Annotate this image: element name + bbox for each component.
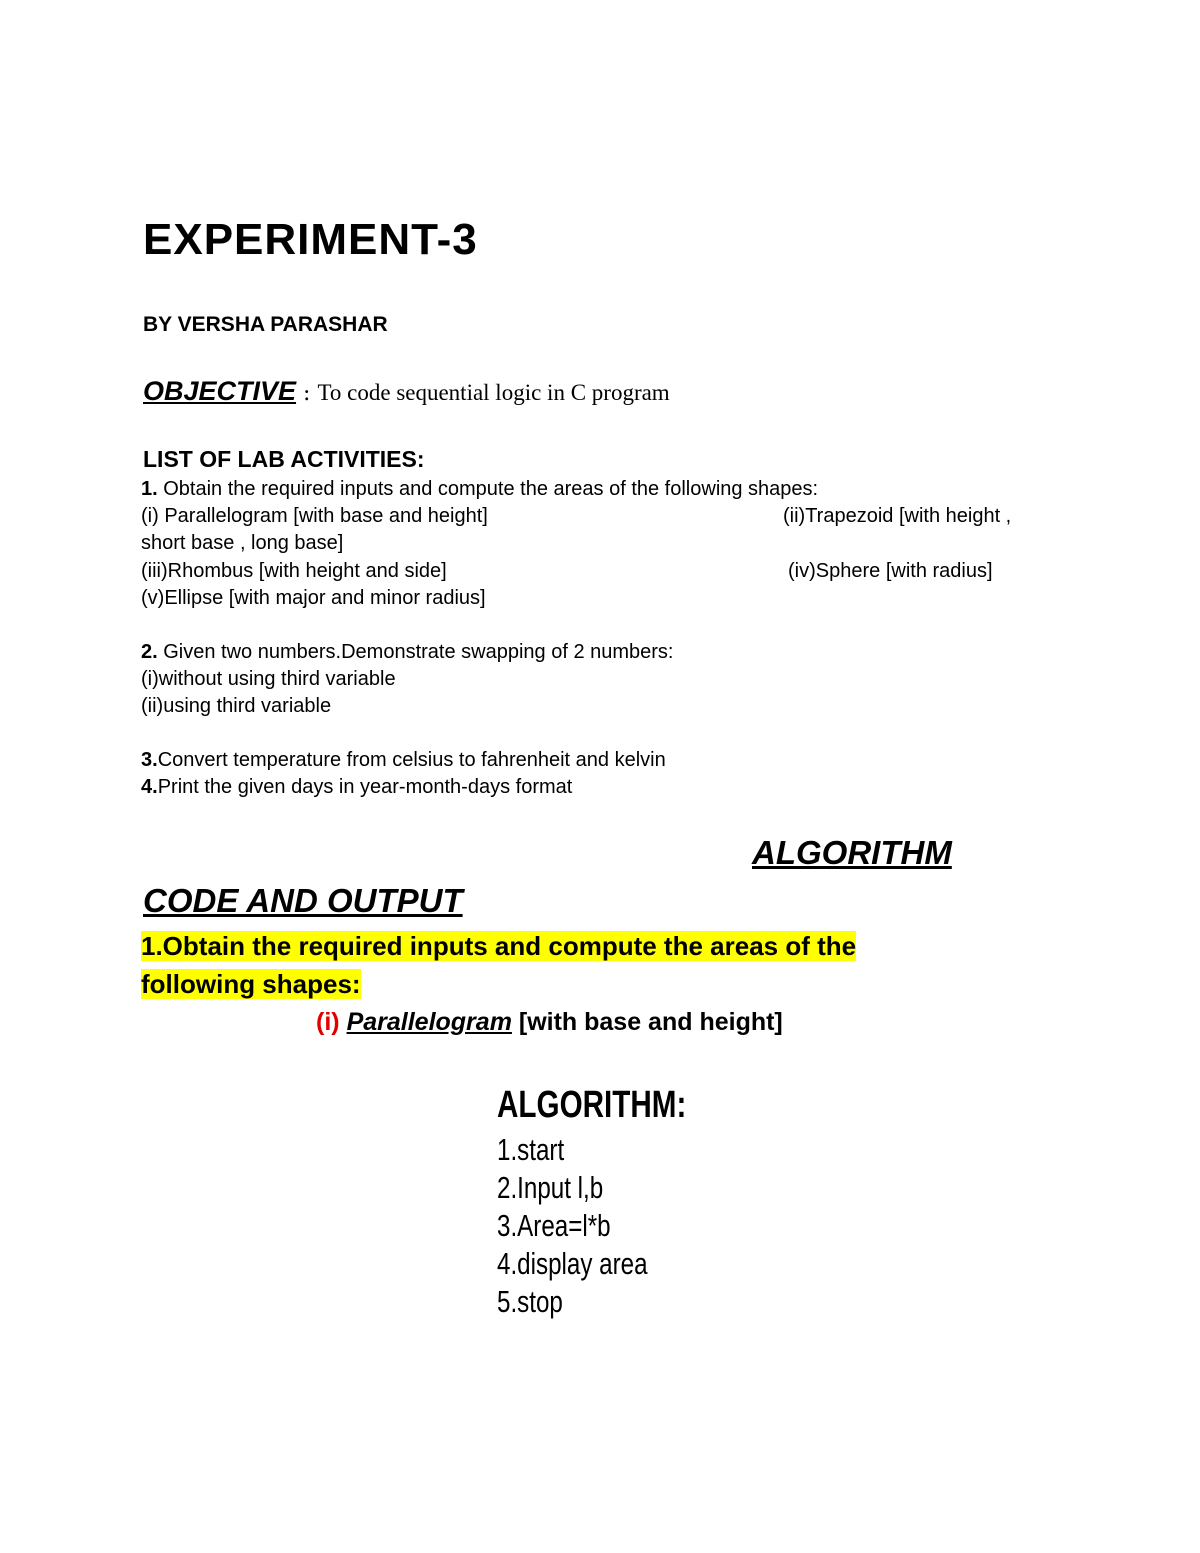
highlight-text-2: following shapes: — [141, 969, 361, 999]
shape-parallelogram: (i) Parallelogram [with base and height] — [141, 505, 488, 527]
shape-heading-name: Parallelogram — [346, 1008, 512, 1036]
shape-trapezoid-continued: short base , long base] — [141, 532, 344, 554]
activity-2-text: Given two numbers.Demonstrate swapping of 2 numbers: — [157, 641, 674, 663]
activity-3-number: 3. — [141, 749, 158, 771]
highlight-line-2 — [141, 969, 361, 1000]
activity-2-sub-2: (ii)using third variable — [141, 695, 332, 717]
algorithm-image-heading: ALGORITHM: — [497, 1084, 687, 1126]
algorithm-step: 4.display area — [497, 1246, 648, 1281]
shape-heading — [316, 1008, 783, 1037]
activity-1-number: 1. — [141, 478, 158, 500]
objective-label: OBJECTIVE — [143, 376, 297, 406]
highlight-text-1: 1.Obtain the required inputs and compute the areas of the — [141, 931, 857, 961]
objective-row — [143, 376, 670, 407]
activity-4-text: Print the given days in year-month-days format — [157, 776, 573, 798]
activity-4-number: 4. — [141, 776, 158, 798]
activity-1-text: Obtain the required inputs and compute the areas of the following shapes: — [157, 478, 819, 500]
shape-sphere: (iv)Sphere [with radius] — [788, 560, 993, 582]
shape-heading-detail: [with base and height] — [511, 1008, 783, 1036]
shape-heading-number: (i) — [316, 1008, 340, 1036]
algorithm-step: 2.Input l,b — [497, 1170, 604, 1205]
activity-3-text: Convert temperature from celsius to fahrenheit and kelvin — [157, 749, 666, 771]
shape-rhombus: (iii)Rhombus [with height and side] — [141, 560, 447, 582]
activity-2 — [141, 641, 674, 664]
activity-3 — [141, 749, 666, 772]
shape-ellipse: (v)Ellipse [with major and minor radius] — [141, 587, 486, 609]
activity-2-sub-1: (i)without using third variable — [141, 668, 396, 690]
highlight-line-1 — [141, 931, 856, 962]
objective-text: To code sequential logic in C program — [317, 380, 670, 405]
activity-4 — [141, 776, 572, 799]
activity-1 — [141, 478, 818, 501]
algorithm-step: 3.Area=l*b — [497, 1208, 611, 1243]
algorithm-step: 1.start — [497, 1132, 565, 1167]
code-output-heading: CODE AND OUTPUT — [143, 882, 463, 919]
author-line: BY VERSHA PARASHAR — [143, 313, 388, 336]
algorithm-heading: ALGORITHM — [752, 834, 952, 871]
algorithm-image — [497, 1084, 740, 1322]
page-title: EXPERIMENT-3 — [143, 215, 478, 264]
activity-2-number: 2. — [141, 641, 158, 663]
objective-separator: : — [296, 381, 318, 406]
algorithm-step: 5.stop — [497, 1284, 563, 1319]
lab-activities-heading: LIST OF LAB ACTIVITIES: — [143, 446, 425, 472]
shape-trapezoid: (ii)Trapezoid [with height , — [783, 505, 1012, 527]
